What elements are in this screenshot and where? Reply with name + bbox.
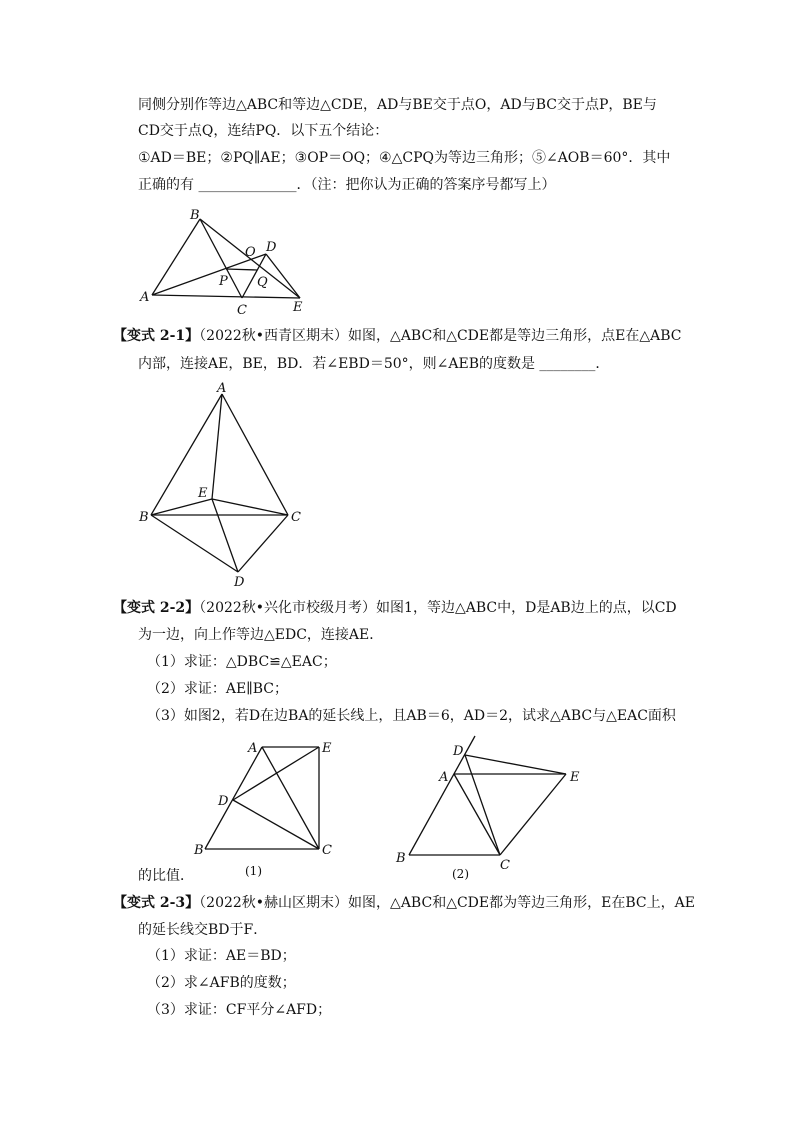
seg-AB <box>152 219 200 295</box>
seg-BE <box>151 499 212 515</box>
label-A: A <box>140 290 150 305</box>
label-B: B <box>194 843 204 858</box>
v22-line1 <box>113 598 677 618</box>
label-D: D <box>234 575 245 590</box>
v23-q3: （3）求证：CF平分∠AFD； <box>147 1002 332 1018</box>
v21-line2: 内部，连接AE，BE，BD．若∠EBD＝50°，则∠AEB的度数是 ________． <box>138 356 610 372</box>
label-B: B <box>190 208 200 223</box>
v22-text1: （2022秋•兴化市校级月考）如图1，等边△ABC中，D是AB边上的点，以CD <box>199 600 677 616</box>
seg-BD <box>151 515 238 572</box>
seg-DE <box>465 755 566 774</box>
label-A: A <box>439 770 449 785</box>
seg-DE <box>233 747 319 800</box>
label-C: C <box>237 303 247 317</box>
label-D: D <box>266 240 277 255</box>
label-C: C <box>322 843 332 858</box>
figure-problem1 <box>135 202 325 317</box>
seg-AC <box>222 394 288 515</box>
v23-line2: 的延长线交BD于F． <box>138 922 268 938</box>
v22-q2: （2）求证：AE∥BC； <box>147 681 288 697</box>
v22-tag: 【变式 2-2】 <box>113 600 200 616</box>
label-E: E <box>322 741 332 756</box>
v23-q1: （1）求证：AE＝BD； <box>147 948 296 964</box>
p1-line2: CD交于点Q，连结PQ．以下五个结论： <box>138 123 389 139</box>
label-C: C <box>291 510 301 525</box>
seg-AE <box>152 295 300 298</box>
seg-AC <box>454 774 500 855</box>
v23-q2: （2）求∠AFB的度数； <box>147 975 296 991</box>
label-B: B <box>139 510 149 525</box>
v23-line1 <box>113 893 695 913</box>
seg-DC <box>233 800 319 849</box>
label-Q: Q <box>257 275 268 290</box>
p1-line4: 正确的有 ______________．（注：把你认为正确的答案序号都写上） <box>138 177 556 193</box>
label-C: C <box>500 858 510 873</box>
v21-tag: 【变式 2-1】 <box>113 328 200 344</box>
seg-AB <box>151 394 222 515</box>
label-E: E <box>570 770 580 785</box>
label-E: E <box>293 300 303 315</box>
v22-q1: （1）求证：△DBC≌△EAC； <box>147 654 337 670</box>
seg-DE <box>266 254 300 298</box>
figure-variant21 <box>135 380 315 592</box>
seg-CD <box>238 515 288 572</box>
label-O: O <box>245 245 256 260</box>
seg-DC <box>465 755 500 855</box>
figure-variant22-2 <box>392 733 592 883</box>
fig1-caption: (1) <box>245 864 262 878</box>
v22-line2: 为一边，向上作等边△EDC，连接AE． <box>138 627 384 643</box>
line-DB-extended <box>409 736 475 855</box>
p1-line3: ①AD＝BE；②PQ∥AE；③OP＝OQ；④△CPQ为等边三角形；⑤∠AOB＝60°．其中 <box>138 150 671 166</box>
label-D: D <box>453 744 464 759</box>
label-B: B <box>396 851 406 866</box>
seg-EC <box>212 499 288 515</box>
seg-AC <box>262 747 319 849</box>
v21-line1 <box>113 326 681 346</box>
seg-CE <box>500 774 566 855</box>
v21-text1: （2022秋•西青区期末）如图，△ABC和△CDE都是等边三角形，点E在△ABC <box>199 328 682 344</box>
label-E: E <box>198 486 208 501</box>
v23-text1: （2022秋•赫山区期末）如图，△ABC和△CDE都为等边三角形，E在BC上，AE <box>199 895 695 911</box>
v23-tag: 【变式 2-3】 <box>113 895 200 911</box>
label-A: A <box>248 741 258 756</box>
p1-line1: 同侧分别作等边△ABC和等边△CDE，AD与BE交于点O，AD与BC交于点P，BE与 <box>138 97 657 113</box>
fig2-caption: (2) <box>452 867 469 881</box>
label-P: P <box>219 274 228 289</box>
figure-variant22-1 <box>188 736 338 882</box>
seg-PQ <box>226 269 257 270</box>
seg-AB <box>205 747 262 849</box>
v22-q3: （3）如图2，若D在边BA的延长线上，且AB＝6，AD＝2，试求△ABC与△EAC面积 <box>147 708 676 724</box>
label-A: A <box>217 381 227 396</box>
label-D: D <box>218 794 229 809</box>
seg-AD <box>152 254 266 295</box>
seg-ED <box>212 499 238 572</box>
v22-q3-end: 的比值． <box>138 868 194 884</box>
